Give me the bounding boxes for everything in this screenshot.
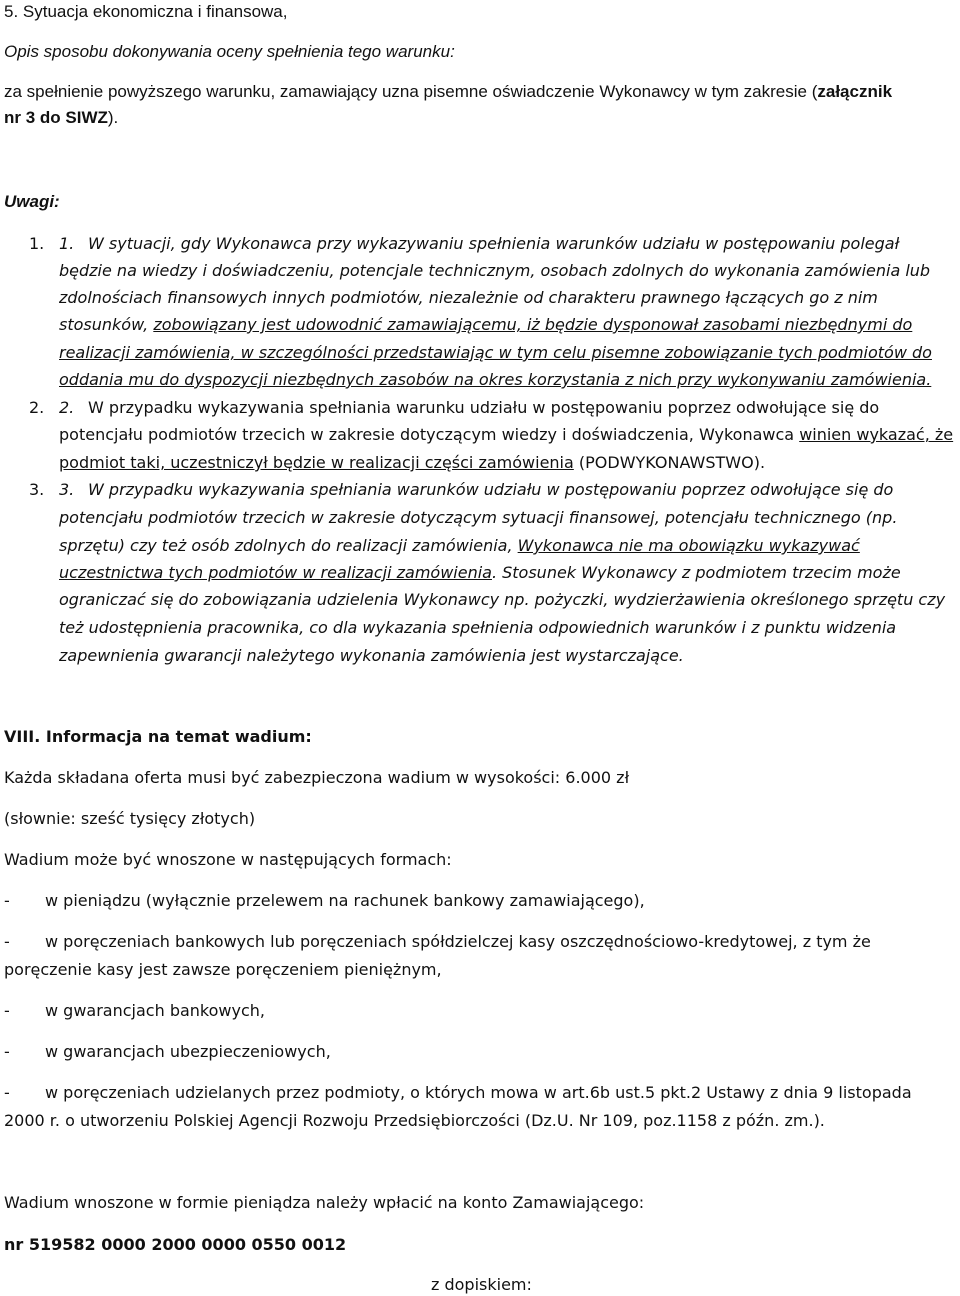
description-label: Opis sposobu dokonywania oceny spełnienia tego warunku: bbox=[4, 42, 455, 61]
list-number: 2. bbox=[29, 398, 45, 417]
bullet-dash: - bbox=[4, 932, 10, 951]
note-3-line: też udostępnienia pracownika, co dla wykazania spełnienia odpowiednich warunków i z punktu widzenia bbox=[59, 618, 897, 637]
note-1-line bbox=[59, 315, 912, 335]
note-1-line: będzie na wiedzy i doświadczeniu, potencjale technicznym, osobach zdolnych do wykonania zamówienia lub bbox=[59, 261, 931, 280]
notes-heading: Uwagi: bbox=[4, 192, 60, 211]
form-item-cont: 2000 r. o utworzeniu Polskiej Agencji Rozwoju Przedsiębiorczości (Dz.U. Nr 109, poz.1158 z późn. zm.). bbox=[4, 1111, 825, 1130]
list-number-italic: 1. bbox=[59, 234, 75, 253]
bullet-dash: - bbox=[4, 1042, 10, 1061]
note-3-line: W przypadku wykazywania spełniania warunków udziału w postępowaniu poprzez odwołujące się do bbox=[88, 480, 894, 499]
description-text-cont bbox=[4, 108, 118, 128]
bullet-dash: - bbox=[4, 891, 10, 910]
note-1-underlined: zobowiązany jest udowodnić zamawiającemu, iż będzie dysponował zasobami niezbędnymi do bbox=[153, 315, 913, 334]
section-5-title: 5. Sytuacja ekonomiczna i finansowa, bbox=[4, 2, 288, 21]
account-intro: Wadium wnoszone w formie pieniądza należy wpłacić na konto Zamawiającego: bbox=[4, 1193, 645, 1212]
form-item-cont: poręczenie kasy jest zawsze poręczeniem pieniężnym, bbox=[4, 960, 442, 979]
note-2-text: potencjału podmiotów trzecich w zakresie dotyczącym wiedzy i doświadczenia, Wykonawca bbox=[59, 425, 800, 444]
note-1-line: zdolnościach finansowych innych podmiotów, niezależnie od charakteru prawnego łączących go z nim bbox=[59, 288, 878, 307]
note-3-underlined: Wykonawca nie ma obowiązku wykazywać bbox=[517, 536, 860, 555]
note-2-line bbox=[59, 425, 953, 445]
note-1-line: oddania mu do dyspozycji niezbędnych zasobów na okres korzystania z nich przy wykonywaniu zamówienia. bbox=[59, 370, 932, 389]
note-2-underlined: podmiot taki, uczestniczył będzie w realizacji części zamówienia bbox=[59, 453, 574, 472]
bullet-dash: - bbox=[4, 1083, 10, 1102]
note-3-line bbox=[59, 563, 901, 583]
account-number: nr 519582 0000 2000 0000 0550 0012 bbox=[4, 1235, 347, 1254]
description-text bbox=[4, 82, 892, 102]
note-1-text: stosunków, bbox=[59, 315, 154, 334]
note-2-underlined: winien wykazać, że bbox=[799, 425, 954, 444]
wadium-words-text: (słownie: sześć tysięcy złotych) bbox=[4, 809, 256, 828]
note-1-line: realizacji zamówienia, w szczególności przedstawiając w tym celu pisemne zobowiązanie tych podmiotów do bbox=[59, 343, 932, 362]
list-number-italic: 3. bbox=[59, 480, 75, 499]
section-viii-title: Informacja na temat wadium: bbox=[40, 727, 312, 746]
attachment-reference: załącznik bbox=[817, 82, 893, 101]
note-3-line: zapewnienia gwarancji należytego wykonania zamówienia jest wystarczające. bbox=[59, 646, 684, 665]
form-item: w pieniądzu (wyłącznie przelewem na rachunek bankowy zamawiającego), bbox=[45, 891, 645, 910]
note-2-line: W przypadku wykazywania spełniania warunku udziału w postępowaniu poprzez odwołujące się do bbox=[88, 398, 880, 417]
form-item: w poręczeniach udzielanych przez podmioty, o których mowa w art.6b ust.5 pkt.2 Ustawy z dnia 9 listopada bbox=[45, 1083, 912, 1102]
form-item: w gwarancjach ubezpieczeniowych, bbox=[45, 1042, 331, 1061]
note-3-line: ograniczać się do zobowiązania udzielenia Wykonawcy np. pożyczki, wydzierżawienia określonego sprzętu czy bbox=[59, 590, 946, 609]
description-text-end: ). bbox=[107, 108, 119, 127]
note-3-line bbox=[59, 536, 860, 556]
note-3-underlined: uczestnictwa tych podmiotów w realizacji zamówienia bbox=[59, 563, 492, 582]
note-1-line: W sytuacji, gdy Wykonawca przy wykazywaniu spełnienia warunków udziału w postępowaniu polegał bbox=[88, 234, 900, 253]
note-3-text: sprzętu) czy też osób zdolnych do realizacji zamówienia, bbox=[59, 536, 518, 555]
wadium-forms-intro: Wadium może być wnoszone w następujących formach: bbox=[4, 850, 452, 869]
wadium-amount-text: Każda składana oferta musi być zabezpieczona wadium w wysokości: 6.000 zł bbox=[4, 768, 630, 787]
bullet-dash: - bbox=[4, 1001, 10, 1020]
section-title bbox=[4, 2, 288, 22]
attachment-reference-cont: nr 3 do SIWZ bbox=[4, 108, 108, 127]
note-3-text: . Stosunek Wykonawcy z podmiotem trzecim może bbox=[491, 563, 901, 582]
note-3-line: potencjału podmiotów trzecich w zakresie dotyczącym sytuacji finansowej, potencjału technicznego (np. bbox=[59, 508, 898, 527]
form-item: w gwarancjach bankowych, bbox=[45, 1001, 265, 1020]
section-viii-number: VIII. bbox=[4, 727, 41, 746]
note-2-text: (PODWYKONAWSTWO). bbox=[573, 453, 766, 472]
list-number: 1. bbox=[29, 234, 45, 253]
annotation-label: z dopiskiem: bbox=[431, 1275, 532, 1294]
section-viii-heading bbox=[4, 727, 312, 747]
list-number: 3. bbox=[29, 480, 45, 499]
list-number-italic: 2. bbox=[59, 398, 75, 417]
form-item: w poręczeniach bankowych lub poręczeniach spółdzielczej kasy oszczędnościowo-kredytowej, z tym że bbox=[45, 932, 871, 951]
note-2-line bbox=[59, 453, 765, 473]
description-text-part: za spełnienie powyższego warunku, zamawiający uzna pisemne oświadczenie Wykonawcy w tym zakresie ( bbox=[4, 82, 818, 101]
